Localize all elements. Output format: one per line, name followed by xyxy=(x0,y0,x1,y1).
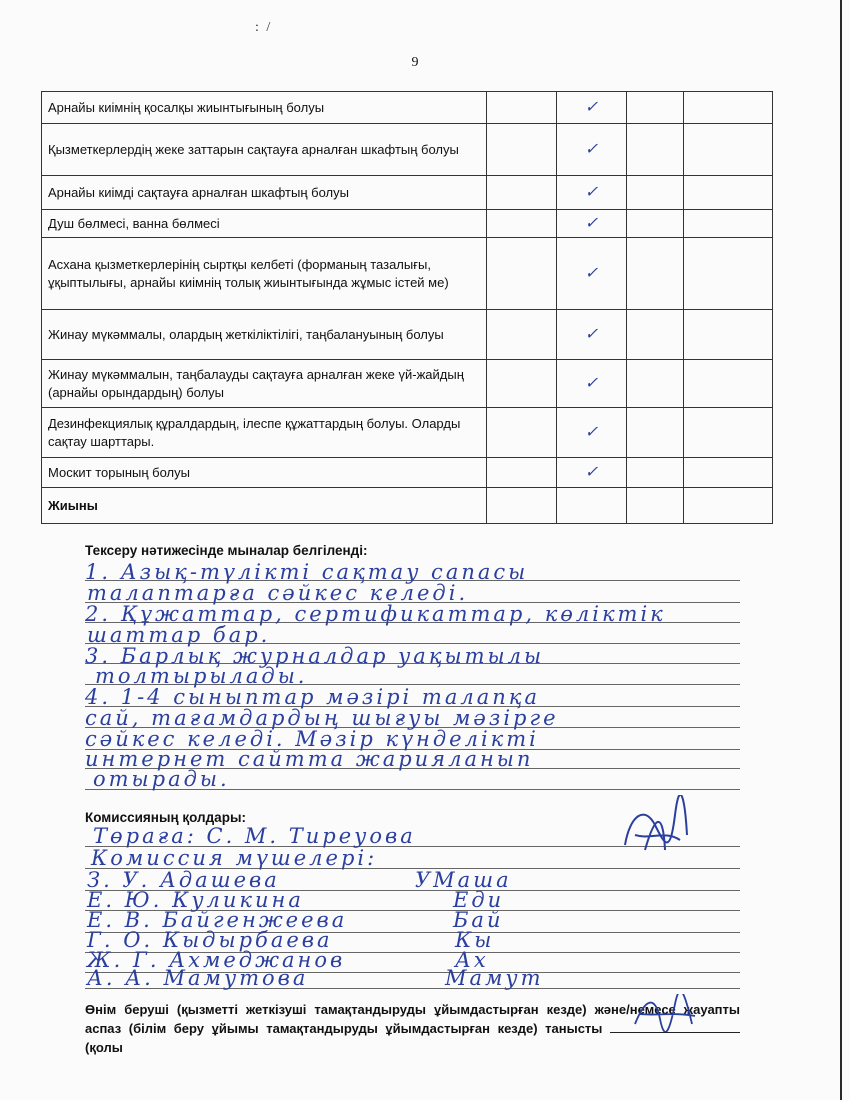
cell-check xyxy=(557,310,627,360)
check-mark-icon: ✓ xyxy=(584,373,599,392)
cell-empty xyxy=(487,210,557,238)
cell-empty xyxy=(684,210,773,238)
row-criterion: Дезинфекциялық құралдардың, ілеспе құжаттардың болуы. Оларды сақтау шарттары. xyxy=(42,408,487,458)
results-lines xyxy=(85,560,740,790)
row-criterion: Арнайы киімнің қосалқы жиынтығының болуы xyxy=(42,92,487,124)
handwritten-result-line: талаптарға сәйкес келеді. xyxy=(87,581,469,605)
cell-empty xyxy=(487,176,557,210)
commission-member-name: Г. О. Кыдырбаева xyxy=(87,928,333,952)
table-row xyxy=(42,408,773,458)
commission-member-name: З. У. Адашева xyxy=(87,868,280,892)
handwritten-result-line: сәйкес келеді. Мәзір күнделікті xyxy=(85,727,539,751)
member-signature: Еди xyxy=(453,888,505,912)
table-row xyxy=(42,124,773,176)
cell-empty xyxy=(684,408,773,458)
handwritten-result-line: интернет сайтта жарияланып xyxy=(85,747,534,771)
handwritten-result-line: шаттар бар. xyxy=(87,623,271,647)
cell-empty xyxy=(684,238,773,310)
signature-blank xyxy=(610,1020,740,1033)
cell-check xyxy=(557,124,627,176)
check-mark-icon: ✓ xyxy=(584,422,599,441)
cell-empty xyxy=(627,124,684,176)
cell-empty xyxy=(627,210,684,238)
cell-check xyxy=(557,408,627,458)
cell-empty xyxy=(684,488,773,524)
cell-empty xyxy=(487,92,557,124)
check-mark-icon: ✓ xyxy=(584,97,599,116)
check-mark-icon: ✓ xyxy=(584,263,599,282)
commission-member-name: Е. В. Байгенжеева xyxy=(87,908,348,932)
cell-empty xyxy=(487,408,557,458)
check-mark-icon: ✓ xyxy=(584,182,599,201)
scan-page-edge xyxy=(840,0,842,1100)
cell-check xyxy=(557,176,627,210)
cell-empty xyxy=(627,458,684,488)
check-mark-icon: ✓ xyxy=(584,139,599,158)
handwritten-result-line: 1. Азық-түлікті сақтау сапасы xyxy=(85,560,529,584)
handwritten-result-line: отырады. xyxy=(93,767,230,791)
table-row xyxy=(42,176,773,210)
row-criterion: Москит торының болуы xyxy=(42,458,487,488)
table-row xyxy=(42,210,773,238)
table-row xyxy=(42,238,773,310)
cell-empty xyxy=(684,310,773,360)
check-mark-icon: ✓ xyxy=(584,213,599,232)
check-mark-icon: ✓ xyxy=(584,324,599,343)
supplier-acknowledgement xyxy=(85,1000,740,1057)
commission-chair: Төраға: С. М. Тиреуова xyxy=(93,824,416,848)
row-criterion: Жинау мүкәммалы, олардың жеткіліктілігі, таңбалануының болуы xyxy=(42,310,487,360)
cell-empty xyxy=(487,310,557,360)
results-heading: Тексеру нәтижесінде мыналар белгіленді: xyxy=(85,543,368,558)
cell-empty xyxy=(684,458,773,488)
table-row xyxy=(42,92,773,124)
scan-marks: : / xyxy=(255,20,273,35)
commission-heading: Комиссияның қолдары: xyxy=(85,810,246,825)
cell-check xyxy=(557,360,627,408)
member-signature: Ах xyxy=(455,948,489,972)
cell-empty xyxy=(627,310,684,360)
cell-empty xyxy=(684,176,773,210)
commission-member-name: Е. Ю. Куликина xyxy=(87,888,304,912)
commission-members-label: Комиссия мүшелері: xyxy=(91,846,378,870)
cell-empty xyxy=(487,488,557,524)
handwritten-result-line: толтырылады. xyxy=(95,664,308,688)
row-criterion: Қызметкерлердің жеке заттарын сақтауға арналған шкафтың болуы xyxy=(42,124,487,176)
cell-empty xyxy=(684,124,773,176)
cell-empty xyxy=(487,238,557,310)
member-signature: Мамут xyxy=(445,966,544,990)
handwritten-result-line: 4. 1-4 сыныптар мәзірі талапқа xyxy=(85,685,540,709)
member-signature: Бай xyxy=(453,908,504,932)
cell-empty xyxy=(557,488,627,524)
cell-empty xyxy=(684,92,773,124)
cell-empty xyxy=(487,458,557,488)
member-signature: Кы xyxy=(455,928,495,952)
chair-signature-scribble xyxy=(615,795,695,865)
cell-empty xyxy=(627,238,684,310)
cell-empty xyxy=(627,176,684,210)
cell-empty xyxy=(627,488,684,524)
handwritten-result-line: сай, тағамдардың шығуы мәзірге xyxy=(85,706,559,730)
commission-member-name: А. А. Мамутова xyxy=(87,966,309,990)
total-label: Жиыны xyxy=(42,488,487,524)
table-row xyxy=(42,310,773,360)
row-criterion: Жинау мүкәммалын, таңбалауды сақтауға арналған жеке үй-жайдың (арнайы орындардың) болуы xyxy=(42,360,487,408)
check-mark-icon: ✓ xyxy=(584,462,599,481)
row-criterion: Душ бөлмесі, ванна бөлмесі xyxy=(42,210,487,238)
member-signature: УМаша xyxy=(415,868,512,892)
cell-check xyxy=(557,92,627,124)
cell-check xyxy=(557,210,627,238)
commission-member-name: Ж. Г. Ахмеджанов xyxy=(87,948,346,972)
cell-empty xyxy=(627,360,684,408)
row-criterion: Арнайы киімді сақтауға арналған шкафтың болуы xyxy=(42,176,487,210)
handwritten-result-line: 3. Барлық журналдар уақытылы xyxy=(85,644,545,668)
page-number: 9 xyxy=(411,55,419,70)
signature-caption: (қолы xyxy=(85,1040,123,1055)
cell-empty xyxy=(627,92,684,124)
cell-empty xyxy=(487,360,557,408)
checklist-table xyxy=(41,91,773,524)
supplier-signature-scribble xyxy=(630,994,700,1032)
table-row xyxy=(42,458,773,488)
acknowledgement-text: Өнім беруші (қызметті жеткізуші тамақтандыруды ұйымдастырған кезде) және/немесе жауапты аспаз (білім беру ұйымы тамақтандыруды ұйымдастырған кезде) танысты xyxy=(85,1002,740,1036)
handwritten-result-line: 2. Құжаттар, сертификаттар, көліктік xyxy=(85,602,666,626)
cell-check xyxy=(557,238,627,310)
cell-empty xyxy=(627,408,684,458)
cell-empty xyxy=(487,124,557,176)
table-row xyxy=(42,360,773,408)
cell-empty xyxy=(684,360,773,408)
cell-check xyxy=(557,458,627,488)
total-row xyxy=(42,488,773,524)
row-criterion: Асхана қызметкерлерінің сыртқы келбеті (форманың тазалығы, ұқыптылығы, арнайы киімнің толық жиынтығында жұмыс істей ме) xyxy=(42,238,487,310)
